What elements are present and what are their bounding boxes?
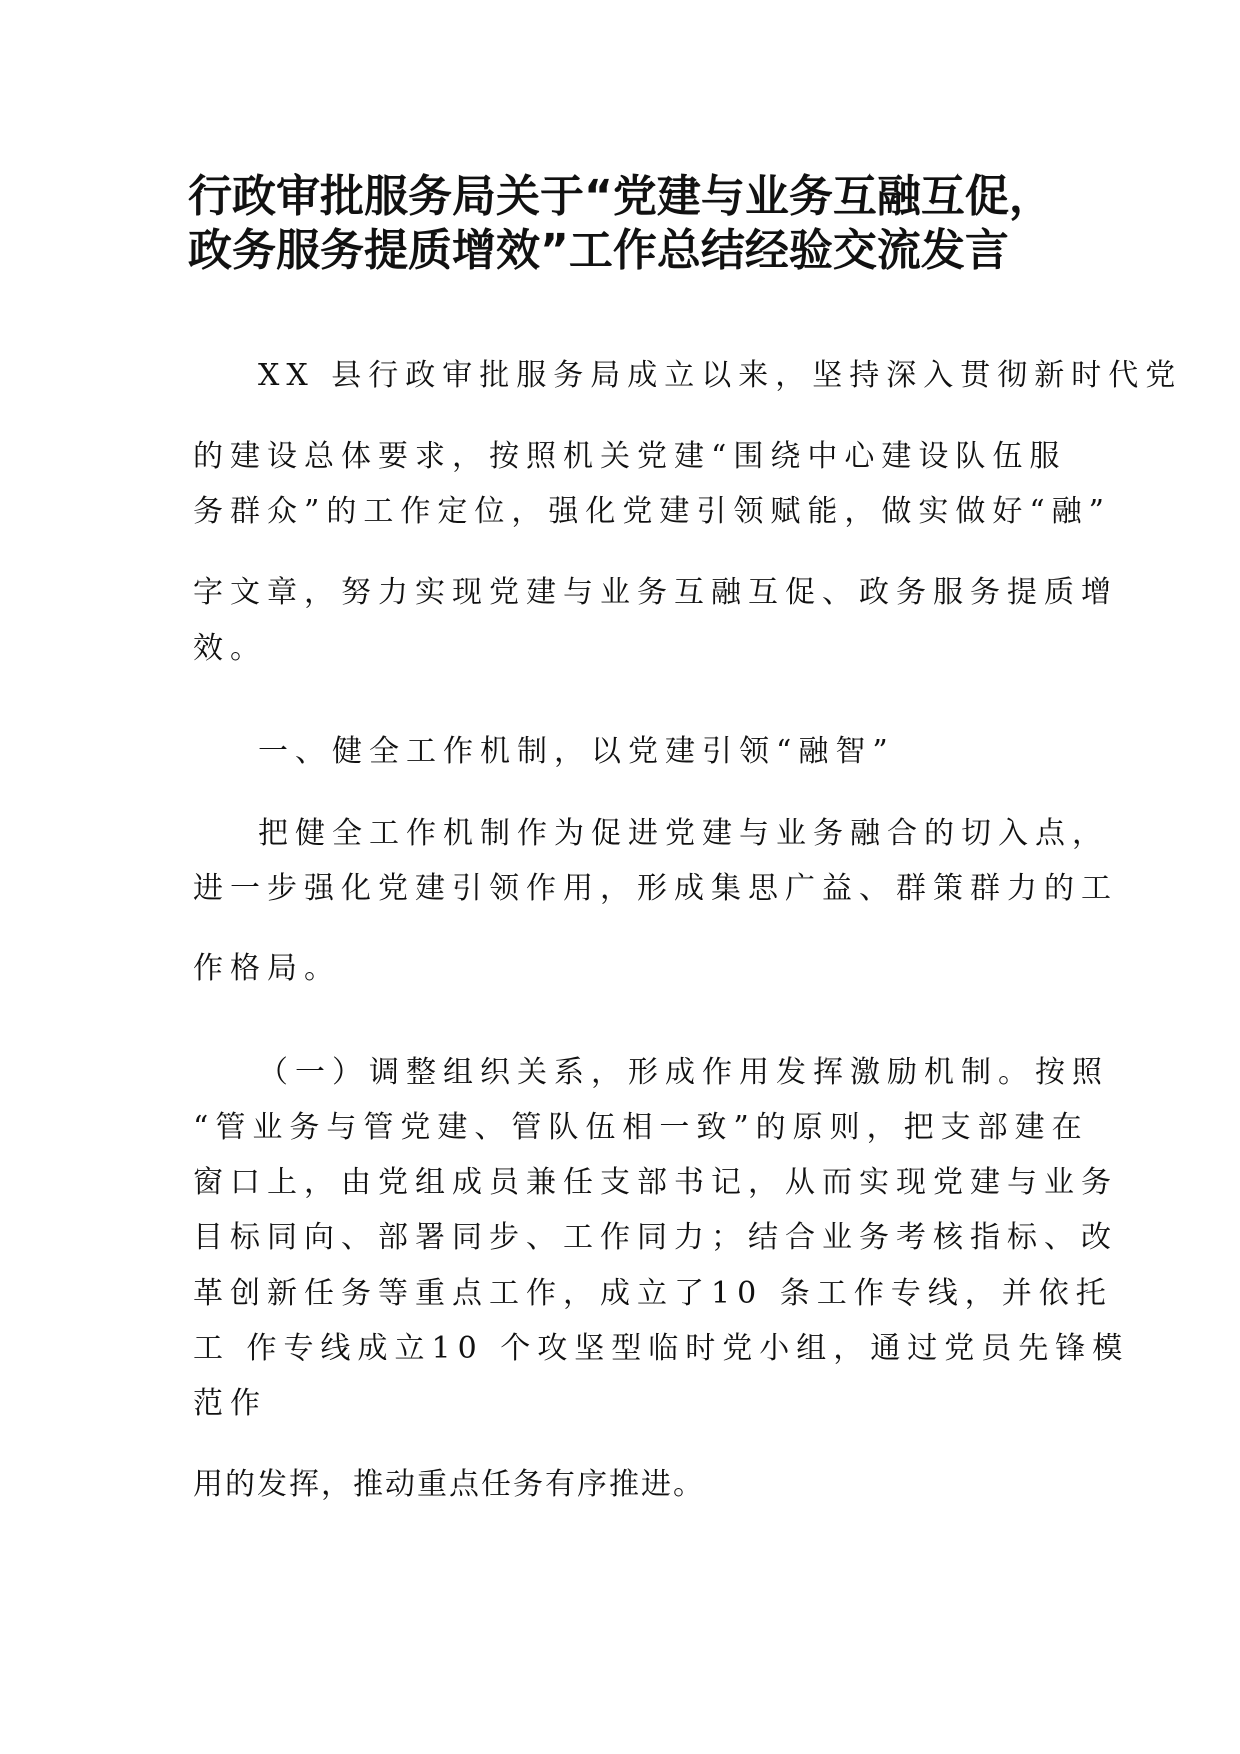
paragraph-2-line-2: 进一步强化党建引领作用，形成集思广益、群策群力的工 [193,871,1118,906]
paragraph-3-line-3: 窗口上，由党组成员兼任支部书记，从而实现党建与业务 [193,1165,1118,1200]
paragraph-3-line-8: 用的发挥，推动重点任务有序推进。 [193,1467,705,1502]
document-title-line-1: 行政审批服务局关于“党建与业务互融互促， [188,171,1053,222]
paragraph-3-line-7: 范作 [193,1386,267,1421]
section-heading-1: 一、健全工作机制，以党建引领“融智” [258,734,895,769]
paragraph-1-line-5: 效。 [193,631,267,666]
paragraph-3-line-5: 革创新任务等重点工作，成立了10 条工作专线，并依托 [193,1276,1113,1311]
paragraph-3-line-6: 工 作专线成立10 个攻坚型临时党小组，通过党员先锋模 [193,1331,1130,1366]
paragraph-3-line-1: （一）调整组织关系，形成作用发挥激励机制。按照 [258,1055,1109,1090]
paragraph-1-line-4: 字文章，努力实现党建与业务互融互促、政务服务提质增 [193,575,1118,610]
paragraph-3-line-2: “管业务与管党建、管队伍相一致”的原则，把支部建在 [193,1110,1089,1145]
paragraph-1-line-1: XX 县行政审批服务局成立以来，坚持深入贯彻新时代党 [258,358,1183,393]
document-title-line-2: 政务服务提质增效”工作总结经验交流发言 [188,225,1009,276]
paragraph-2-line-3: 作格局。 [193,951,341,986]
paragraph-1-line-3: 务群众”的工作定位，强化党建引领赋能，做实做好“融” [193,494,1112,529]
paragraph-2-line-1: 把健全工作机制作为促进党建与业务融合的切入点， [258,816,1109,851]
paragraph-1-line-2: 的建设总体要求，按照机关党建“围绕中心建设队伍服 [193,439,1067,474]
paragraph-3-line-4: 目标同向、部署同步、工作同力；结合业务考核指标、改 [193,1220,1118,1255]
